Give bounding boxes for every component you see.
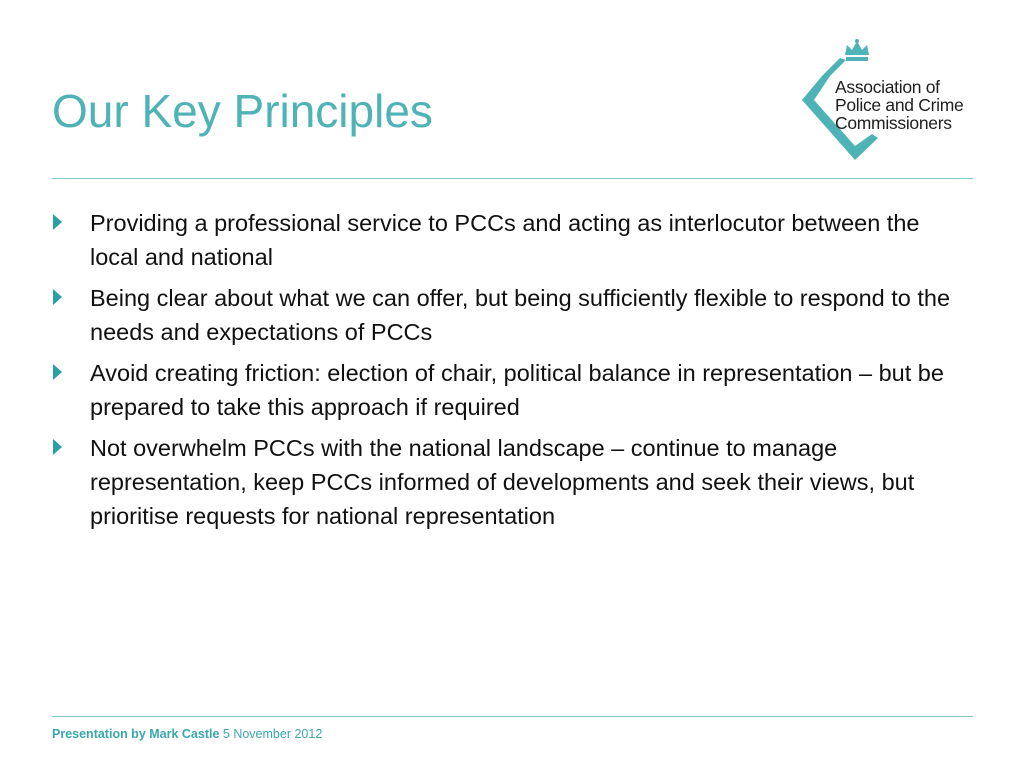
bullet-text: Not overwhelm PCCs with the national landscape – continue to manage representation, keep PCCs informed of developments and seek their views, but prioritise requests for national representation [90,435,915,529]
bullet-list [52,206,972,540]
logo-text [835,78,963,132]
logo-line: Police and Crime [835,95,964,115]
bullet-text: Avoid creating friction: election of chair, political balance in representation – but be prepared to take this approach if required [90,360,944,420]
logo-line: Association of [835,77,940,97]
apcc-logo [800,38,990,163]
footer-date: 5 November 2012 [222,727,323,741]
triangle-bullet-icon [53,364,62,380]
slide-title: Our Key Principles [52,85,433,137]
bullet-item [52,431,972,533]
bullet-text: Being clear about what we can offer, but being sufficiently flexible to respond to the needs and expectations of PCCs [90,285,951,345]
footer-divider [52,716,973,717]
bullet-item [52,281,972,349]
bullet-text: Providing a professional service to PCCs and acting as interlocutor between the local and national [90,210,920,270]
triangle-bullet-icon [53,439,62,455]
triangle-bullet-icon [53,214,62,230]
bullet-item [52,206,972,274]
bullet-item [52,356,972,424]
triangle-bullet-icon [53,289,62,305]
title-divider [52,178,973,179]
footer-author: Presentation by Mark Castle [52,727,220,741]
footer [52,727,322,741]
logo-line: Commissioners [835,113,952,133]
